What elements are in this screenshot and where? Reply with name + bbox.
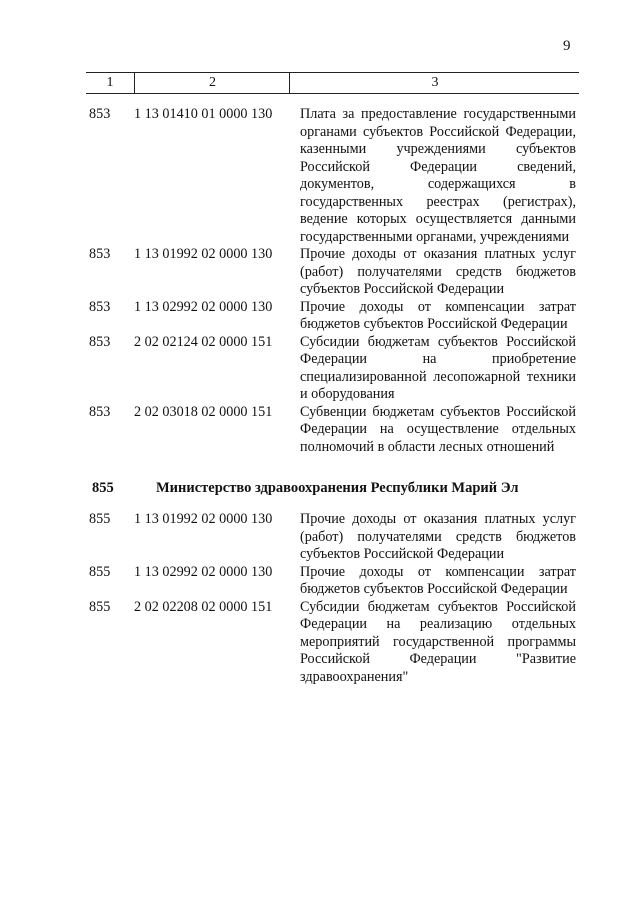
table-row (0, 599, 640, 687)
table-body (0, 106, 640, 686)
income-code: 1 13 01410 01 0000 130 (134, 106, 273, 122)
income-code: 1 13 02992 02 0000 130 (134, 298, 273, 315)
income-code: 1 13 01992 02 0000 130 (134, 246, 273, 262)
income-code: 2 02 02208 02 0000 151 (134, 598, 273, 615)
header-col-1: 1 (106, 75, 114, 90)
table-row (0, 334, 640, 404)
income-name: Прочие доходы от компенсации затрат бюджетов субъектов Российской Федерации (300, 298, 576, 332)
admin-code: 855 (89, 598, 111, 615)
table-row (0, 511, 640, 564)
page-number: 9 (563, 38, 571, 54)
header-col-3: 3 (289, 73, 580, 93)
income-name: Прочие доходы от оказания платных услуг (работ) получателями средств бюджетов субъектов Российской Федерации (300, 511, 576, 562)
table-row (0, 404, 640, 457)
admin-code: 855 (89, 563, 111, 580)
header-col-2: 2 (134, 73, 290, 93)
table-row (0, 246, 640, 299)
income-name: Субсидии бюджетам субъектов Российской Федерации на приобретение специализированной лесопожарной техники и оборудования (300, 333, 576, 402)
income-name: Прочие доходы от компенсации затрат бюджетов субъектов Российской Федерации (300, 563, 576, 597)
income-name: Прочие доходы от оказания платных услуг (работ) получателями средств бюджетов субъектов Российской Федерации (300, 246, 576, 297)
section-admin-code: 855 (92, 480, 114, 496)
admin-code: 853 (89, 333, 111, 350)
income-name: Субвенции бюджетам субъектов Российской Федерации на осуществление отдельных полномочий в области лесных отношений (300, 403, 576, 455)
admin-code: 855 (89, 511, 111, 527)
income-code: 1 13 01992 02 0000 130 (134, 511, 273, 527)
income-code: 2 02 03018 02 0000 151 (134, 403, 273, 420)
admin-code: 853 (89, 403, 111, 420)
income-name: Субсидии бюджетам субъектов Российской Федерации на реализацию отдельных мероприятий государственной программы Российской Федерации "Развитие здравоохранения" (300, 598, 576, 685)
admin-code: 853 (89, 246, 111, 262)
table-header (86, 72, 579, 94)
section-title: Министерство здравоохранения Республики Марий Эл (156, 480, 519, 496)
table-row (0, 106, 640, 246)
income-code: 2 02 02124 02 0000 151 (134, 333, 273, 350)
admin-code: 853 (89, 298, 111, 315)
income-code: 1 13 02992 02 0000 130 (134, 563, 273, 580)
section-heading (0, 480, 640, 497)
income-name: Плата за предоставление государственными органами субъектов Российской Федерации, казенными учреждениями субъектов Российской Федерации сведений, документов, содержащихся в государственных реестрах (регистрах), ведение которых осуществляется данными государственными органами, учреждениями (300, 106, 576, 245)
table-row (0, 299, 640, 334)
admin-code: 853 (89, 106, 111, 122)
table-row (0, 564, 640, 599)
